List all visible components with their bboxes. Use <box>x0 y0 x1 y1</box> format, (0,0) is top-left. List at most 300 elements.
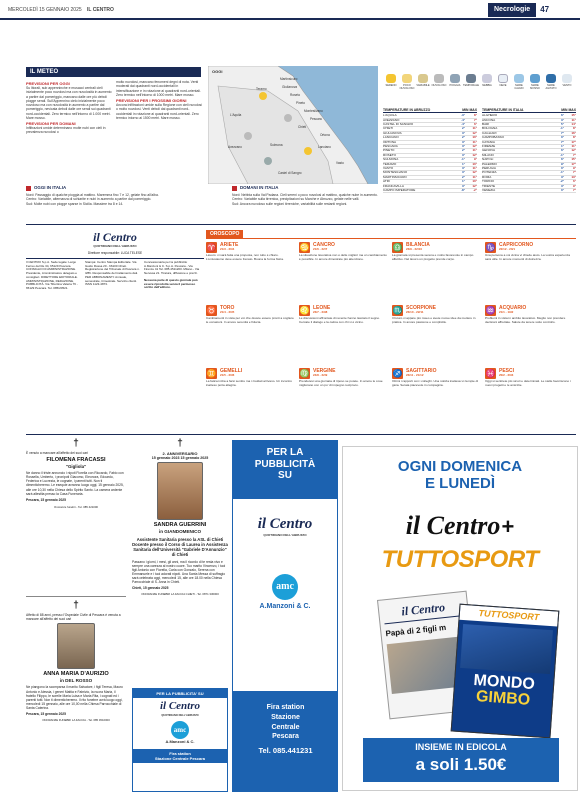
section-rule <box>26 224 576 225</box>
temp-max: -2° <box>473 187 477 192</box>
temp-min: 3° <box>462 152 465 157</box>
promo-price-box <box>363 738 559 782</box>
small-ad[interactable]: PER LA PUBBLICITA' SU il Centro QUOTIDIANO DELL'ABRUZZO amc A.Manzoni & C. Fira station Stazione Centrale Pescara <box>132 688 228 792</box>
temp-city: POTENZA <box>482 170 497 175</box>
temp-city: ATRI <box>383 179 390 184</box>
horoscope-sign <box>206 368 296 409</box>
temp-city: PERUGIA <box>482 165 496 170</box>
oggi-italia-title: OGGI IN ITALIA <box>26 184 204 192</box>
temp-city: GENOVA <box>482 148 496 153</box>
page-number: 47 <box>540 5 550 14</box>
cross-icon: † <box>177 438 183 449</box>
temp-min: 7° <box>561 139 564 144</box>
zodiac-icon: ♐ <box>392 369 403 378</box>
temp-max: 9° <box>573 183 576 188</box>
promo-brand-tuttosport: TUTTOSPORT <box>381 545 539 573</box>
temp-min: 0° <box>561 135 564 140</box>
partly-cloudy-icon <box>402 74 412 83</box>
promo-newspaper-centro: il Centro Papà di 2 figli m <box>377 591 479 720</box>
zodiac-icon: ♎ <box>392 243 403 252</box>
section-rule <box>26 434 576 435</box>
temp-max: 14° <box>571 122 576 127</box>
meteo-col2-text-0: molto nuvolosi, mancano fenomeni degni di nota. Venti moderati dai quadranti nord-occidentali in intensificazione e in rotazione ai quadranti nord-orientali. Zero termico nell'intorno di 1000 metri. Mare mosso. <box>116 80 201 97</box>
rough-sea-icon <box>530 74 540 83</box>
temp-city: ORTONA <box>383 139 397 144</box>
temp-max: 11° <box>472 174 477 179</box>
temp-max: 7° <box>573 187 576 192</box>
meteo-col2-text-1: Ancora infiltrazioni umide sulla Regione con cieli nuvolosi o molto nuvolosi. Venti deboli dai quadranti nord-occidentali in rotazione ai quadranti nord-orientali. Zero termico intorno ai 1500 metri. Mare mosso. <box>116 103 202 120</box>
sign-text: La situazione lavorativa non è delle migliori ma un cambiamento è possibile. In amore dimostrate più attenzione. <box>299 253 387 261</box>
promo-headline: Papà di 2 figli m <box>385 622 447 639</box>
city-label: Teramo <box>256 87 267 91</box>
temp-max: 6° <box>474 122 477 127</box>
temp-city: TRIESTE <box>482 183 496 188</box>
temp-max: 9° <box>573 165 576 170</box>
temp-max: 7° <box>573 152 576 157</box>
temp-min: -4° <box>461 117 465 122</box>
sign-name: PESCI <box>499 368 515 374</box>
temp-city: FIRENZE <box>482 143 496 148</box>
temp-city: CHIETI <box>383 126 394 131</box>
sign-dates: 20/2 - 20/3 <box>499 373 514 377</box>
obituary-text: Ne danno il triste annuncio i nipoti Fiorella con Riccardo, Fabio con Rossella, Umberto, i pronipoti Giacomo, Eleonora, Edoardo, Federica e Lucrezia, le cognate, i parenti tutti. Non ti dimenticheremo. Le esequie avranno luogo oggi, 15 gennaio 2025, alle ore 10,30 nella Chiesa dello Spirito Santo. La camera ardente sarà allestita presso la Casa Funeraria. <box>26 471 124 496</box>
temp-city: PESCARA <box>383 143 398 148</box>
city-label: Montesilvano <box>304 109 323 113</box>
zodiac-icon: ♉ <box>206 306 217 315</box>
zodiac-icon: ♓ <box>485 369 496 378</box>
obituary-nickname: "Gigliola" <box>65 463 87 469</box>
sign-dates: 21/5 - 20/6 <box>220 373 235 377</box>
temp-max: 12° <box>472 130 477 135</box>
sign-text: Le discussioni affrontate di recente hanno lasciato il segno. Cercate il dialogo e la calma con chi vi è vicino. <box>299 316 380 324</box>
masthead-box <box>26 230 204 450</box>
obituary-place: Chieti, 15 gennaio 2025 <box>132 586 169 591</box>
city-label: Ortona <box>320 133 330 137</box>
calm-sea-icon <box>514 74 524 83</box>
snow-icon <box>498 74 508 83</box>
temp-max: 11° <box>472 126 477 131</box>
header-rule <box>0 18 580 20</box>
section-tab <box>488 2 580 18</box>
temp-max: 15° <box>571 113 576 118</box>
city-label: Pineto <box>296 101 306 105</box>
sun-icon <box>386 74 396 83</box>
temp-max: 12° <box>472 170 477 175</box>
obituary-name: FILOMENA FRACASSI <box>46 456 106 463</box>
temp-max: 11° <box>571 143 576 148</box>
temp-city: MILANO <box>482 152 494 157</box>
manzoni-logo-icon: amc <box>272 574 298 600</box>
temp-city: NAPOLI <box>482 157 494 162</box>
temps-abruzzo-title: TEMPERATURE IN ABRUZZO <box>383 108 431 112</box>
temp-max: 10° <box>472 161 477 166</box>
temp-max: 7° <box>474 117 477 122</box>
sign-name: LEONE <box>313 305 331 311</box>
temp-max: 11° <box>472 139 477 144</box>
temp-city: ROSETO <box>383 152 397 157</box>
temp-city: MONTESILVANO <box>383 170 408 175</box>
masthead-col-b: Stampa: Centro Stampa Editoriale. Via Guido Rossa 20 - 66100 Chieti. Registrazione del Tribunale di Pescara n. 3/86. Responsabile del trattamento dati. PER ABBONAMENTI: Annuale, semestrale, trimestrale. Servizio clienti. ISSN 1123-4873. <box>85 259 140 287</box>
fog-icon <box>482 74 492 83</box>
wind-icon <box>562 74 572 83</box>
sign-text: Cambiamenti in vista per voi che dovete essere pronti a cogliere le occasioni. In amore serenità e fiducia. <box>206 316 294 324</box>
city-label: Vasto <box>336 161 344 165</box>
sign-name: CANCRO <box>313 242 335 248</box>
temp-city: ANCONA <box>482 117 496 122</box>
temp-max: 8° <box>573 126 576 131</box>
promo-gimbo: GIMBO <box>475 688 531 710</box>
horoscope-sign <box>485 242 575 283</box>
sign-name: TORO <box>220 305 235 311</box>
ad-pubblicita: PUBBLICITÀ <box>254 458 316 470</box>
temp-city: CAMPO IMPERATORE <box>383 187 416 192</box>
temps-abruzzo-table: TEMPERATURE IN ABRUZZO MIN MAX L'AQUILA -3° 8° AVEZZANO -4° 7° CASTEL DI SANGRO -4° 6° CHIETI 2° 11° GIULIANOVA 3° 12° LANCIANO 2° 10° ORTONA 3° 11° PESCARA 3° 12° PINETO 2° 11° ROSETO 3° 12° SULMONA -1° 9° TERAMO 1° 10° VASTO 3° 11° MONTESILVANO 3° 12° MARTINSICURO 2° 11° ATRI 1° 10° FRANCAVILLA 3° 12° CAMPO IMPERATORE -8° -2° <box>383 108 477 192</box>
temp-min: 3° <box>561 183 564 188</box>
temp-min: -1° <box>560 170 564 175</box>
sign-name: CAPRICORNO <box>499 242 534 248</box>
zodiac-icon: ♋ <box>299 243 310 252</box>
horoscope-sign <box>392 305 482 346</box>
horoscope-sign <box>206 305 296 346</box>
abruzzo-map-svg <box>208 66 378 184</box>
zodiac-icon: ♏ <box>392 306 403 315</box>
sign-dates: 21/1 - 19/2 <box>499 310 514 314</box>
temp-min: 3° <box>462 170 465 175</box>
temp-city: BOLOGNA <box>482 126 498 131</box>
city-label: Roseto <box>290 93 301 97</box>
temp-max: 17° <box>571 139 576 144</box>
promo-bottom: INSIEME IN EDICOLA <box>415 742 507 752</box>
small-ad-logo: il Centro <box>159 700 201 712</box>
obituary-role: Assistente Sanitaria presso la ASL di Chieti Docente presso il Corso di Laurea in Assistenza Sanitaria dell'Università "Gabriele D'Annunzio" di Chieti <box>132 536 228 558</box>
cloud-icon <box>434 74 444 83</box>
temp-max: 10° <box>472 179 477 184</box>
anniversary-label: 2. ANNIVERSARIO <box>162 450 198 456</box>
obituary-daurizio: † Affetto di 88 anni, presso l'Ospedale Civile di Pescara è venuta a mancare all'affetto dei suoi cari ANNA MARIA D'AURIZIO in DEL ROSSO Ne piangono la scomparsa il marito Salvatore, i figli Teresa, Mauro Antonio e Alessia, i generi Mattia e Fabrizio, la nuora Maria, il fratello Filippo, le sorelle Maria Luisa e Maria Rita, i cognati ed i parenti tutti. Non ti dimenticheremo. Il rito funebre avrà luogo oggi, mercoledì 15 gennaio, alle ore 10,00 nella Chiesa Parrocchiale di Santa Caterina. Pescara, 15 gennaio 2025 ONORANZE FUNEBRI LA FACCIA - Tel. 085 4510000 <box>26 600 126 792</box>
temp-city: PINETO <box>383 148 395 153</box>
sign-text: Lavoro: vi sarà fatta una proposta, non tutto è chiaro. L'entusiasmo deve essere frenato. Buona la forma fisica. <box>206 253 284 261</box>
obituary-photo <box>157 462 203 520</box>
temp-min: 2° <box>462 148 465 153</box>
cloud-icon <box>284 114 292 122</box>
city-label: Lanciano <box>318 145 331 149</box>
variable-icon <box>418 74 428 83</box>
sign-name: GEMELLI <box>220 368 243 374</box>
temp-city: CAGLIARI <box>482 130 497 135</box>
temp-min: 3° <box>462 165 465 170</box>
sign-text: Prendetevi una giornata di riposo se potete. In amore le cose migliorano con un po' di impegno reciproco. <box>299 379 383 387</box>
map-label: OGGI <box>212 69 223 74</box>
domani-italia-text: Nord: Nebbia sulla Val Padana. Cieli sereni o poco nuvolosi al mattino, qualche nube in aumento. Centro: Variabile sulla tirrenica, precipitazioni su Marche e Abruzzo, gelate nelle valli. Sud: Ancora nuvoloso sulle regioni tirreniche, variabilità sulle restanti regioni. <box>232 193 378 206</box>
temp-min: 7° <box>561 130 564 135</box>
meteo-title-bar <box>26 67 201 77</box>
obituary-name: ANNA MARIA D'AURIZIO <box>43 670 109 677</box>
obituary-fracassi: † È venuto a mancare all'affetto dei suoi cari FILOMENA FRACASSI "Gigliola" Ne danno il triste annuncio i nipoti Fiorella con Riccardo, Fabio con Rossella, Umberto, i pronipoti Giacomo, Eleonora, Edoardo, Federica e Lucrezia, le cognate, i parenti tutti. Non ti dimenticheremo. Le esequie avranno luogo oggi, 15 gennaio 2025, alle ore 10,30 nella Chiesa dello Spirito Santo. La camera ardente sarà allestita presso la Casa Funeraria. Pescara, 15 gennaio 2025 Onoranze funebri - Tel. 085 421000 <box>26 438 126 588</box>
temp-city: CAMPOBASSO <box>482 135 505 140</box>
city-label: Martinsicuro <box>280 77 298 81</box>
sign-name: BILANCIA <box>406 242 430 248</box>
meteo-col1 <box>26 80 112 180</box>
legend-item: NEVE <box>495 74 511 87</box>
meteo-col2 <box>116 80 202 180</box>
sign-text: Una persona a voi vicina vi chiede aiuto. La vostra esperienza sarà utile. In amore momenti di dolcezza. <box>485 253 570 261</box>
obituary-place: Pescara, 15 gennaio 2025 <box>26 712 66 717</box>
temp-city: CATANIA <box>482 139 495 144</box>
temp-min: -8° <box>461 187 465 192</box>
temp-max: 12° <box>472 152 477 157</box>
zodiac-icon: ♍ <box>299 369 310 378</box>
temps-italia-table: TEMPERATURE IN ITALIA MIN MAX ALGHERO 6° 15° ANCONA 3° 11° BARI 5° 14° BOLOGNA -1° 8° CAGLIARI 7° 16° CAMPOBASSO 0° 8° CATANIA 7° 17° FIRENZE 1° 11° GENOVA 6° 12° MILANO -1° 7° NAPOLI 6° 15° PALERMO 9° 17° PERUGIA 0° 9° POTENZA -1° 7° ROMA 3° 13° TORINO -2° 6° TRIESTE 3° 9° VENEZIA 0° 7° <box>482 108 576 192</box>
sign-text: Oggi si sentirete più sicuri e determinati. Le stelle favoriscono i nuovi progetti e le amicizie. <box>485 379 571 387</box>
rain-icon <box>264 157 272 165</box>
masthead-col-c: Concessionaria per la pubblicità: A.Manzoni & C. S.p.A. Pescara - Via Firenze 41 Tel. 085.4511200. Milano - Via Nervesa 21. Tiratura, diffusione e prezzi. <box>144 259 200 275</box>
small-ad-banner: PER LA PUBBLICITA' SU <box>133 689 227 698</box>
sign-name: SAGITTARIO <box>406 368 437 374</box>
temps-italia-title: TEMPERATURE IN ITALIA <box>482 108 524 112</box>
sign-dates: 23/7 - 23/8 <box>313 310 328 314</box>
temp-city: MARTINSICURO <box>383 174 407 179</box>
zodiac-icon: ♌ <box>299 306 310 315</box>
promo-top2: E LUNEDÌ <box>424 474 495 492</box>
temp-min: 3° <box>462 143 465 148</box>
temp-min: 3° <box>561 117 564 122</box>
promo-brand-centro: il Centro <box>405 511 501 540</box>
masthead-col-a: Il CENTRO S.p.A. Sede legale: Largo Ferreo del Re 34, 65129 Pescara. CONSIGLIO DI AMMINISTRAZIONE. Presidente, Amministratore delegato e consiglieri. DIRETTORE EDITORIALE. AMMINISTRAZIONE, REDAZIONE, PUBBLICITÀ. Via Tiburtina Valeria 76 - 65129 Pescara. Tel. 085/20521. <box>26 259 78 290</box>
sign-text: Ottimi i rapporti con i colleghi. Una notizia inattesa vi riempie di gioia. Serata piacevole in compagnia. <box>392 379 478 387</box>
masthead-note: Nessuna parte di questo giornale può essere riprodotta senza il permesso scritto dell'editore. <box>144 277 198 290</box>
obituary-name: SANDRA GUERRINI <box>153 521 207 528</box>
sign-dates: 22/12 - 20/1 <box>499 247 516 251</box>
sign-dates: 23/9 - 22/10 <box>406 247 423 251</box>
sign-dates: 23/10 - 22/11 <box>406 310 424 314</box>
legend-item: PIOGGIA <box>447 74 463 87</box>
oroscopo-bar <box>206 230 576 239</box>
legend-item: MARE CALMO <box>511 74 527 90</box>
meteo-col1-text-0: Su litorali, sub appenninche e musacci centrali cieli inizialmente poco nuvolosi ma con nuvolosità in aumento a partire dal pomeriggio, mancano dalle ore più deboli piogge serali. Sull'Appennino cielo inizialmente poco nuvoloso ma con nuvolosità in aumento a partire dal pomeriggio, nevicata deboli dalle ore serali sui quadranti nord-occidentali. Zero termico nell'intorno di 1.000 metri. Mare mosso. <box>26 86 112 120</box>
temp-max: 8° <box>474 113 477 118</box>
temp-city: VENEZIA <box>482 187 496 192</box>
temp-min: -1° <box>560 126 564 131</box>
promo-top: OGNI DOMENICA <box>397 458 523 475</box>
temp-min: 1° <box>561 143 564 148</box>
section-name: Necrologie <box>488 3 536 18</box>
temp-min: 3° <box>462 183 465 188</box>
legend-item: VENTO <box>559 74 575 87</box>
ad-manzoni-name: A.Manzoni & C. <box>259 602 311 610</box>
temp-max: 12° <box>571 148 576 153</box>
meteo-col1-heading-0: PREVISIONI PER OGGI <box>26 81 70 86</box>
temp-max: 15° <box>571 157 576 162</box>
temp-city: TORINO <box>482 179 494 184</box>
temp-min: 2° <box>462 174 465 179</box>
temp-max: 12° <box>472 143 477 148</box>
zodiac-icon: ♒ <box>485 306 496 315</box>
sign-text: Il futuro vi appare più roseo e avete nuove idee da mettere in pratica. In amore passione e complicità. <box>392 316 476 324</box>
obituary-name2: in GIANDOMENICO <box>158 528 202 534</box>
meteo-title: IL METEO <box>30 69 59 75</box>
obituary-agency: Onoranze funebri - Tel. 085 421000 <box>54 504 98 509</box>
city-label: Pescara <box>310 117 322 121</box>
legend-item: MARE MOSSO <box>527 74 543 90</box>
temp-city: L'AQUILA <box>383 113 397 118</box>
small-ad-address: Stazione Centrale Pescara <box>154 755 206 761</box>
legend-item: SERENO <box>383 74 399 87</box>
sun-icon <box>304 147 312 155</box>
obituary-guerrini <box>132 438 228 678</box>
tuttosport-promo[interactable] <box>342 446 578 791</box>
city-label: L'Aquila <box>230 113 242 117</box>
temp-max: 7° <box>573 170 576 175</box>
horoscope-sign <box>299 305 389 346</box>
cross-icon: † <box>73 438 79 449</box>
header-paper: IL CENTRO <box>87 7 114 13</box>
temp-min: -1° <box>461 157 465 162</box>
temp-min: 1° <box>462 161 465 166</box>
horoscope-sign <box>206 242 296 283</box>
sign-dates: 23/11 - 21/12 <box>406 373 424 377</box>
masthead-director: Direttore responsabile: LUCA TELESE <box>87 250 143 255</box>
temp-min: 3° <box>462 139 465 144</box>
temp-min: 6° <box>561 157 564 162</box>
city-label: Castel di Sangro <box>278 171 302 175</box>
temp-min: 2° <box>462 135 465 140</box>
horoscope-sign <box>392 368 482 409</box>
temp-min: 6° <box>561 113 564 118</box>
temp-min: 2° <box>462 126 465 131</box>
zodiac-icon: ♈ <box>206 243 217 252</box>
temp-min: -1° <box>560 152 564 157</box>
meteo-col1-text-1: Infiltrazioni umide determinano molte nubi con cieli in prevalenza nuvolosi o <box>26 126 106 135</box>
obituary-agency: ONORANZE FUNEBRI LA FACCIA CHIETI - Tel. 0871 330000 <box>141 592 219 597</box>
small-ad-fira: Fira station <box>169 750 191 756</box>
temp-min: 3° <box>462 130 465 135</box>
oroscopo-title: OROSCOPO <box>206 230 243 238</box>
sign-name: ARIETE <box>220 242 239 248</box>
sign-dates: 21/4 - 20/5 <box>220 310 235 314</box>
obituary-name2: in DEL ROSSO <box>59 677 93 683</box>
temp-city: VASTO <box>383 165 394 170</box>
temp-max: 16° <box>571 130 576 135</box>
temp-min: -4° <box>461 122 465 127</box>
stormy-sea-icon <box>546 74 556 83</box>
temp-max: 13° <box>571 174 576 179</box>
cloud-icon <box>244 132 252 140</box>
temp-city: FRANCAVILLA <box>383 183 404 188</box>
legend-item: TEMPORALE <box>463 74 479 87</box>
city-label: Chieti <box>298 125 307 129</box>
sign-dates: 21/6 - 22/7 <box>313 247 328 251</box>
meteo-map <box>208 66 378 184</box>
obituary-photo <box>57 623 95 669</box>
obituary-text: Ne piangono la scomparsa il marito Salvatore, i figli Teresa, Mauro Antonio e Alessia, i generi Mattia e Fabrizio, la nuora Maria, il fratello Filippo, le sorelle Maria Luisa e Maria Rita, i cognati ed i parenti tutti. Non ti dimenticheremo. Il rito funebre avrà luogo oggi, mercoledì 15 gennaio, alle ore 10,00 nella Chiesa Parrocchiale di Santa Caterina. <box>26 685 123 710</box>
legend-item: NEBBIA <box>479 74 495 87</box>
temp-min: 0° <box>561 165 564 170</box>
header-date-line <box>8 7 114 13</box>
temp-city: TERAMO <box>383 161 397 166</box>
temp-city: CASTEL DI SANGRO <box>383 122 414 127</box>
sign-text: Problemi in vista in ambito lavorativo. Meglio non prendere decisioni affrettate. Salute da tenere sotto controllo. <box>485 316 566 324</box>
promo-price: a soli 1.50€ <box>415 755 507 775</box>
square-icon <box>232 186 237 191</box>
temp-city: LANCIANO <box>383 135 399 140</box>
masthead-logo: il Centro <box>93 230 137 244</box>
sign-dates: 24/8 - 22/9 <box>313 373 328 377</box>
temp-min: 5° <box>561 122 564 127</box>
ad-logo: il Centro <box>257 516 313 532</box>
legend-item: NUVOLOSO <box>431 74 447 87</box>
zodiac-icon: ♊ <box>206 369 217 378</box>
domani-italia-title: DOMANI IN ITALIA <box>232 184 572 192</box>
temp-max: 17° <box>571 161 576 166</box>
temp-city: PALERMO <box>482 161 497 166</box>
temp-max: 11° <box>571 117 576 122</box>
anniversary-dates: 15 gennaio 2023 15 gennaio 2025 <box>151 455 209 460</box>
temp-min: -3° <box>461 113 465 118</box>
legend-item: MARE AGITATO <box>543 74 559 90</box>
horoscope-sign <box>299 242 389 283</box>
temp-max: 11° <box>472 165 477 170</box>
header-date: MERCOLEDÌ 15 GENNAIO 2025 <box>8 7 82 13</box>
horoscope-sign <box>392 242 482 283</box>
temp-city: ROMA <box>482 174 492 179</box>
sign-name: ACQUARIO <box>499 305 527 311</box>
temp-max: 8° <box>573 135 576 140</box>
legend-item: VARIABILE <box>415 74 431 87</box>
sign-name: SCORPIONE <box>406 305 437 311</box>
ad-phone: Tel. 085.441231 <box>258 746 313 756</box>
sign-text: La fatica inizia a farsi sentire ma i risultati arrivano. Un incontro inatteso porta allegria. <box>206 379 292 387</box>
temp-city: ALGHERO <box>482 113 498 118</box>
zodiac-icon: ♑ <box>485 243 496 252</box>
oroscopo-grid <box>206 242 576 432</box>
promo-plus: + <box>501 514 515 539</box>
temp-max: 9° <box>474 157 477 162</box>
obituary-agency: ONORANZE FUNEBRI LA FACCIA - Tel. 085 4510000 <box>42 718 110 723</box>
masthead-subtitle: QUOTIDIANO DELL'ABRUZZO <box>93 244 137 248</box>
cross-icon: † <box>73 600 79 611</box>
sun-icon <box>259 92 267 100</box>
pubblicita-ad[interactable]: PER LA PUBBLICITÀ SU il Centro QUOTIDIANO DELL'ABRUZZO amc A.Manzoni & C. Fira station Stazione Centrale Pescara Tel. 085.441231 <box>232 440 338 792</box>
weather-legend <box>383 74 576 104</box>
promo-mondo: MONDO <box>472 672 536 694</box>
city-label: Sulmona <box>270 143 283 147</box>
obituary-place: Pescara, 15 gennaio 2025 <box>26 497 66 502</box>
legend-item: POCO NUVOLOSO <box>399 74 415 90</box>
horoscope-sign <box>299 368 389 409</box>
manzoni-logo-icon: amc <box>171 721 189 739</box>
temp-min: 9° <box>561 161 564 166</box>
temp-max: 11° <box>472 148 477 153</box>
temp-max: 6° <box>573 179 576 184</box>
temp-max: 10° <box>472 135 477 140</box>
horoscope-sign <box>485 305 575 346</box>
sign-name: VERGINE <box>313 368 336 374</box>
temp-min: 6° <box>561 148 564 153</box>
horoscope-sign <box>485 368 575 409</box>
city-label: Giulianova <box>282 85 298 89</box>
ad-fira: Fira station <box>266 704 305 711</box>
temp-city: BARI <box>482 122 490 127</box>
sign-dates: 21/3 - 20/4 <box>220 247 235 251</box>
promo-newspaper-tuttosport: TUTTOSPORT MONDO GIMBO <box>451 604 560 739</box>
obituary-text: Passano i giorni, i mesi, gli anni, ma il ricordo di te resta vivo e sempre una carezza al nostro cuore. Tuo marito Vincenzo, i tuoi figli Antonio con Fiorella, Carla con Gonzalo, Serena con Emmanuele e i tuoi adorati nipoti. Una Santa Messa di suffragio sarà celebrata oggi, mercoledì 15, alle ore 18.00 nella Chiesa Parrocchiale di S. Anna in Chieti. <box>132 559 226 585</box>
temp-city: AVEZZANO <box>383 117 400 122</box>
temp-min: 1° <box>462 179 465 184</box>
meteo-col2-heading-1: PREVISIONI PER I PROSSIMI GIORNI <box>116 98 187 103</box>
temp-max: 12° <box>472 183 477 188</box>
storm-icon <box>466 74 476 83</box>
temp-city: SULMONA <box>383 157 399 162</box>
